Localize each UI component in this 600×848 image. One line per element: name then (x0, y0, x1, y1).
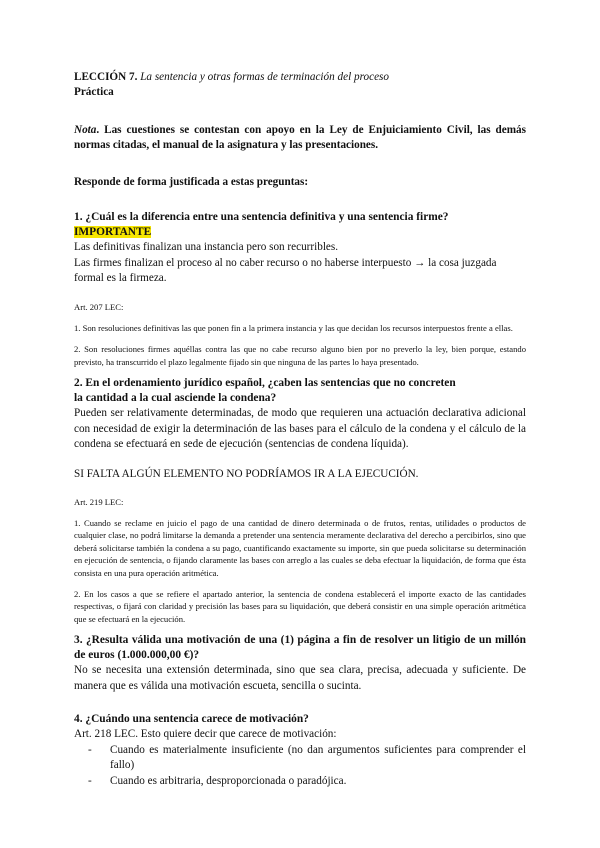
important-highlight: IMPORTANTE (74, 226, 152, 238)
list-item: - Cuando es materialmente insuficiente (no dan argumentos suficientes para comprender el fallo) (74, 743, 526, 774)
article-207-para-2: 2. Son resoluciones firmes aquéllas contra las que no cabe recurso alguno bien por no preverlo la ley, bien porque, estando previsto, ha transcurrido el plazo legalmente fijado sin que ninguna de las partes lo haya presentado. (74, 344, 526, 367)
note-paragraph (74, 123, 526, 153)
document-page (74, 70, 526, 789)
answer-1-line-2: Las firmes finalizan el proceso al no caber recurso o no haberse interpuesto → la cosa juzgada formal es la firmeza. (74, 256, 497, 284)
answer-4-intro: Art. 218 LEC. Esto quiere decir que carece de motivación: (74, 728, 337, 741)
note-text: . Las cuestiones se contestan con apoyo en la Ley de Enjuiciamiento Civil, las demás normas citadas, el manual de la asignatura y las presentaciones. (74, 124, 526, 151)
answer-2: Pueden ser relativamente determinadas, de modo que requieren una actuación declarativa adicional con necesidad de exigir la determinación de las bases para el cálculo de la condena y el cálculo de la condena se efectuará en sede de ejecución (sentencias de condena líquida). (74, 407, 526, 451)
article-219: Art. 219 LEC: (74, 496, 124, 507)
note-prefix: Nota (74, 124, 97, 136)
answer-2-caps: SI FALTA ALGÚN ELEMENTO NO PODRÍAMOS IR A LA EJECUCIÓN. (74, 467, 419, 480)
answer-1-line-1: Las definitivas finalizan una instancia pero son recurribles. (74, 241, 339, 253)
question-1 (74, 210, 526, 240)
section-label: Práctica (74, 86, 114, 98)
article-219-para-1: 1. Cuando se reclame en juicio el pago de una cantidad de dinero determinada o de frutos, rentas, utilidades o productos de cualquier clase, no podrá limitarse la demanda a pretender una sentencia meramente declarativa del derecho a percibirlos, sino que deberá solicitarse también la condena a su pago, cuantificando exactamente su importe, sin que pueda solicitarse su determinación en ejecución de sentencia, o fijando claramente las bases con arreglo a las cuales se deba efectuar la liquidación, de forma que ésta consista en una pura operación aritmética. (74, 518, 526, 578)
article-207-para-1: 1. Son resoluciones definitivas las que ponen fin a la primera instancia y las que decidan los recursos interpuestos frente a ellas. (74, 322, 513, 333)
lesson-heading (74, 70, 526, 85)
question-4: 4. ¿Cuándo una sentencia carece de motivación? (74, 713, 309, 726)
answer-4-list (74, 743, 526, 790)
question-3: 3. ¿Resulta válida una motivación de una (1) página a fin de resolver un litigio de un millón de euros (1.000.000,00 €)? (74, 634, 526, 662)
instruction: Responde de forma justificada a estas preguntas: (74, 176, 309, 188)
article-219-para-2: 2. En los casos a que se refiere el apartado anterior, la sentencia de condena establecerá el importe exacto de las cantidades respectivas, o fijará con claridad y precisión las bases para su liquidación, que deberá consistir en una simple operación aritmética que se efectuará en la ejecución. (74, 589, 526, 624)
lesson-label: LECCIÓN 7. (74, 71, 138, 83)
question-2: 2. En el ordenamiento jurídico español, ¿caben las sentencias que no concreten la cantidad a la cual asciende la condena? (74, 377, 456, 405)
question-1-text: 1. ¿Cuál es la diferencia entre una sentencia definitiva y una sentencia firme? (74, 211, 449, 223)
list-item: - Cuando es arbitraria, desproporcionada o paradójica. (74, 774, 526, 790)
article-207: Art. 207 LEC: (74, 301, 124, 312)
lesson-title: La sentencia y otras formas de terminación del proceso (140, 71, 389, 83)
answer-3: No se necesita una extensión determinada, sino que sea clara, precisa, adecuada y suficiente. De manera que es válida una motivación escueta, sencilla o sucinta. (74, 664, 526, 692)
